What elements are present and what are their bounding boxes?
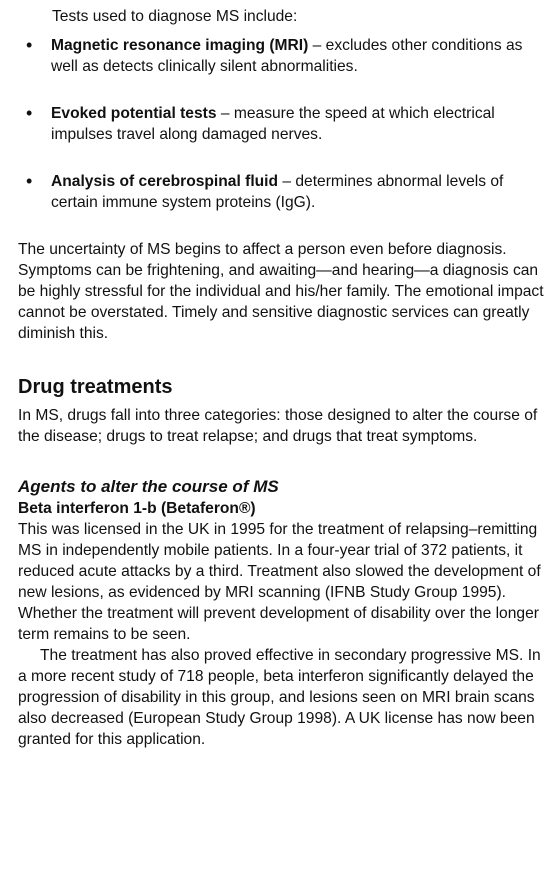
diagnostic-tests-list <box>18 35 548 213</box>
bullet-icon: • <box>26 103 33 123</box>
csf-analysis-description: – determines abnormal levels of certain immune system proteins (IgG). <box>51 173 504 211</box>
bullet-icon: • <box>26 171 33 191</box>
beta-interferon-heading: Beta interferon 1-b (Betaferon®) <box>18 500 256 517</box>
bullet-icon: • <box>26 35 33 55</box>
diagnostic-test-item <box>18 103 548 145</box>
diagnostic-test-item <box>18 35 548 77</box>
drug-treatments-heading: Drug treatments <box>18 376 173 398</box>
beta-interferon-paragraph-1: This was licensed in the UK in 1995 for the treatment of relapsing–remitting MS in independently mobile patients. In a four-year trial of 372 patients, it reduced acute attacks by a third. Treatment also slowed the development of new lesions, as evidenced by MRI scanning (IFNB Study Group 1995). Whether the treatment will prevent development of disability over the longer term remains to be seen. <box>18 521 541 643</box>
evoked-potential-test-description: – measure the speed at which electrical impulses travel along damaged nerves. <box>51 105 495 143</box>
evoked-potential-test-term: Evoked potential tests <box>51 105 217 122</box>
mri-test-term: Magnetic resonance imaging (MRI) <box>51 37 309 54</box>
beta-interferon-paragraph-2: The treatment has also proved effective in secondary progressive MS. In a more recent study of 718 people, beta interferon significantly delayed the progression of disability in this group, and lesions seen on MRI brain scans also decreased (European Study Group 1998). A UK license has now been granted for this application. <box>18 647 541 748</box>
uncertainty-paragraph: The uncertainty of MS begins to affect a person even before diagnosis. Symptoms can be frightening, and awaiting—and hearing—a diagnosis can be highly stressful for the individual and his/her family. The emotional impact cannot be overstated. Timely and sensitive diagnostic services can greatly diminish this. <box>18 241 544 342</box>
mri-test-description: – excludes other conditions as well as detects clinically silent abnormalities. <box>51 37 523 75</box>
diagnostic-test-item <box>18 171 548 213</box>
drug-categories-paragraph: In MS, drugs fall into three categories: those designed to alter the course of the disease; drugs to treat relapse; and drugs that treat symptoms. <box>18 407 538 445</box>
diagnostic-tests-intro: Tests used to diagnose MS include: <box>52 8 298 25</box>
document-page <box>18 6 548 750</box>
agents-alter-course-heading: Agents to alter the course of MS <box>18 477 279 496</box>
csf-analysis-term: Analysis of cerebrospinal fluid <box>51 173 279 190</box>
